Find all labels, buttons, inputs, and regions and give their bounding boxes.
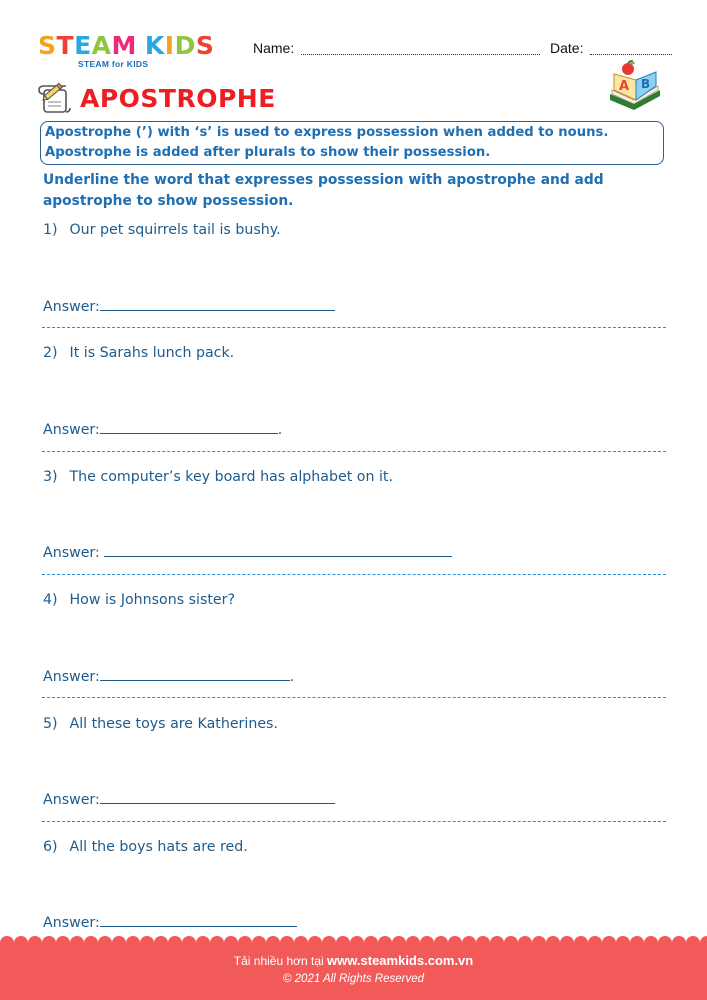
rule-line-2: Apostrophe is added after plurals to show their possession. [45,145,491,160]
name-field[interactable] [301,54,540,55]
question-6 [43,839,248,855]
question-text: How is Johnsons sister? [69,592,236,608]
logo-letter: K [144,31,165,60]
logo-letter: T [56,31,75,60]
instructions: Underline the word that expresses possession with apostrophe and add apostrophe to show possession. [43,172,604,209]
divider [42,451,666,452]
answer-label: Answer: [43,915,100,931]
question-number: 5) [43,716,58,732]
date-field[interactable] [590,54,672,55]
answer-6 [43,912,297,931]
date-label: Date: [550,40,584,56]
question-5 [43,716,278,732]
footer-prefix: Tải nhiều hơn tại [233,954,324,968]
question-number: 6) [43,839,58,855]
answer-blank[interactable] [104,542,452,557]
footer-copyright: © 2021 All Rights Reserved [282,973,424,985]
answer-blank[interactable] [100,912,297,927]
logo-letter: S [195,31,215,60]
logo-letter: S [38,31,57,60]
name-label: Name: [253,40,295,56]
answer-blank[interactable] [100,419,278,434]
answer-blank[interactable] [100,789,335,804]
question-text: It is Sarahs lunch pack. [69,345,235,361]
question-number: 1) [43,222,58,238]
logo-letter: M [111,31,137,60]
answer-4 [43,666,294,685]
answer-label: Answer: [43,545,100,561]
question-text: All the boys hats are red. [69,839,248,855]
logo-letter: I [164,31,175,60]
answer-label: Answer: [43,299,100,315]
divider [42,574,666,575]
footer-download [0,953,707,968]
logo-subtitle: STEAM for KIDS [78,59,149,69]
answer-label: Answer: [43,669,100,685]
question-number: 2) [43,345,58,361]
divider [42,697,666,698]
steam-kids-logo [38,32,238,72]
page-title: APOSTROPHE [80,84,276,113]
footer-scallop [0,935,707,945]
answer-label: Answer: [43,422,100,438]
logo-letter: A [91,31,112,60]
divider [42,327,666,328]
question-4 [43,592,235,608]
svg-text:A: A [619,79,630,94]
rule-box [40,121,664,165]
rule-line-1: Apostrophe (’) with ‘s’ is used to express possession when added to nouns. [45,125,609,140]
answer-blank[interactable] [100,296,335,311]
answer-2 [43,419,282,438]
question-2 [43,345,234,361]
answer-label: Answer: [43,792,100,808]
logo-letter: E [74,31,92,60]
svg-text:B: B [641,77,651,91]
question-text: Our pet squirrels tail is bushy. [69,222,281,238]
footer-site-link[interactable]: www.steamkids.com.vn [327,953,474,968]
answer-1 [43,296,335,315]
logo-letter: D [174,31,196,60]
question-text: All these toys are Katherines. [69,716,278,732]
scroll-pencil-icon [35,82,71,116]
answer-suffix: . [277,422,283,438]
question-number: 4) [43,592,58,608]
answer-blank[interactable] [100,666,290,681]
footer [0,943,707,1000]
logo-title [38,32,214,60]
question-3 [43,469,393,485]
question-number: 3) [43,469,58,485]
question-1 [43,222,281,238]
abc-book-icon [606,60,664,112]
answer-3 [43,542,452,561]
divider [42,821,666,822]
question-text: The computer’s key board has alphabet on it. [69,469,393,485]
answer-5 [43,789,335,808]
answer-suffix: . [289,669,295,685]
